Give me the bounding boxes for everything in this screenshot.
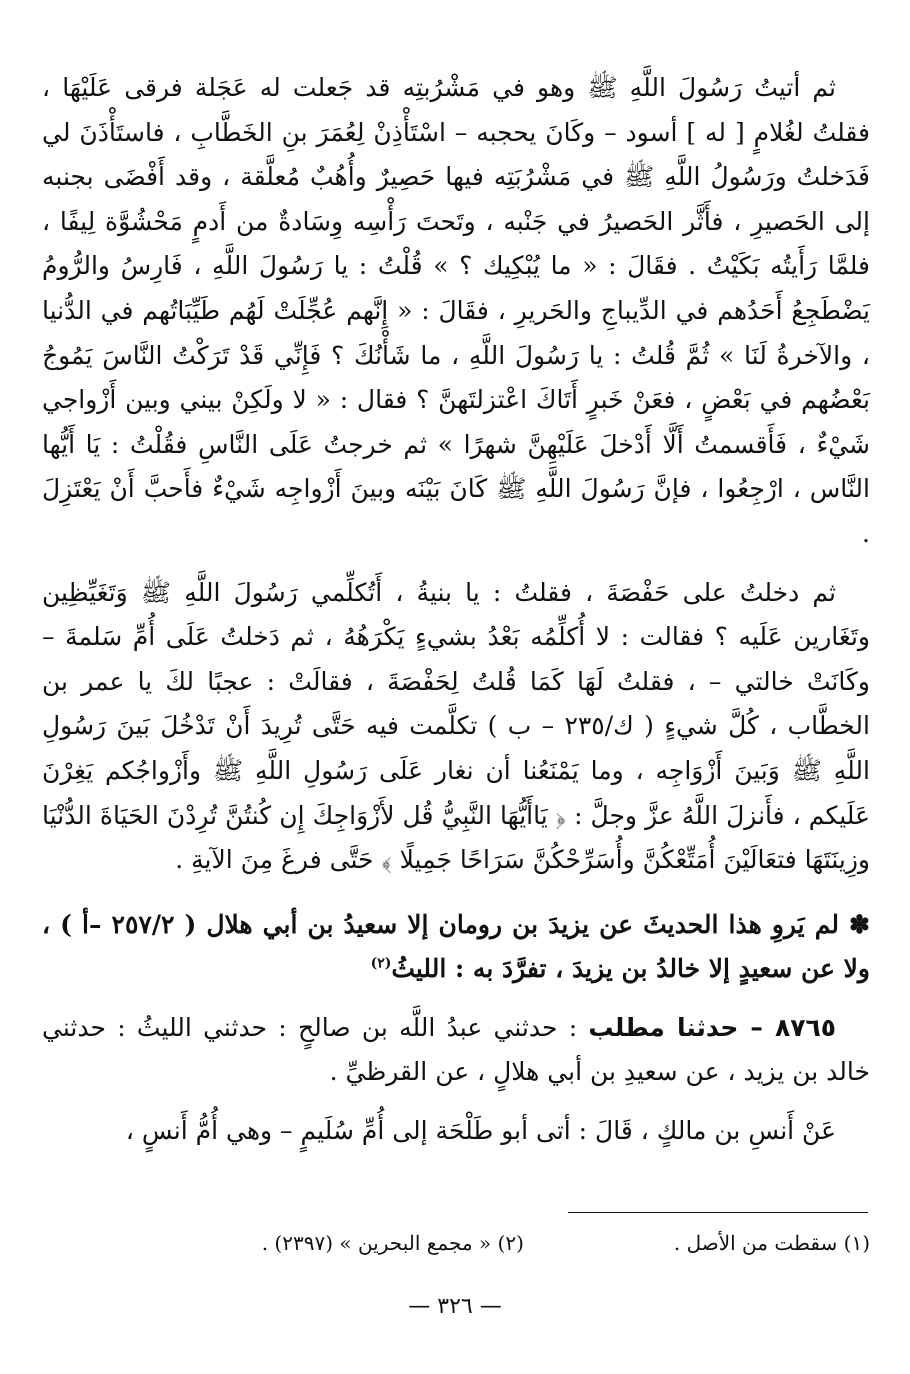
paragraph-gap bbox=[42, 992, 870, 1006]
footnotes-area bbox=[42, 1226, 870, 1260]
paragraph-gap bbox=[42, 557, 870, 571]
hadith-text-paragraph-3: عَنْ أَنسِ بن مالكٍ ، قَالَ : أتى أبو طَلْحَة إلى أُمِّ سُلَيمٍ – وهي أُمُّ أَنسٍ ، bbox=[125, 1116, 836, 1146]
footnote-2: (٢) « مجمع البحرين » (٢٣٩٧) . bbox=[261, 1231, 524, 1255]
hadith-text-paragraph-2: ثم دخلتُ على حَفْصَةَ ، فقلتُ : يا بنيةُ ، أَتُكلِّمي رَسُولَ اللَّهِ ﷺ وَتَغَيِّظِين وتَغَارين عَلَيه ؟ فقالت : لا أُكلِّمُه بَعْدُ بشيءٍ يَكْرَهُهُ ، ثم دَخلتُ عَلَى أُمِّ سَلمةَ – وكَانَتْ خالتي – ، فقلتُ لَهَا كَمَا قُلتُ لِحَفْصَةَ ، فقالَتْ : عجبًا لكَ يا عمر بن الخطَّاب ، كُلَّ شيءٍ ( ك/٢٣٥ – ب ) تكلَّمت فيه حَتَّى تُرِيدَ أَنْ تَدْخُلَ بَينَ رَسُولِ اللَّهِ ﷺ وَبَينَ أَزْوَاجِه ، وما يَمْنَعُنا أن نغار عَلَى رَسُولِ اللَّهِ ﷺ وأَزْواجُكم يَغِرْنَ عَلَيكم ، فأَنزلَ اللَّهُ عزَّ وجلَّ : ﴿ يَاأَيُّهَا النَّبِيُّ قُل لأَزْوَاجِكَ إِن كُنتُنَّ تُرِدْنَ الحَيَاةَ الدُّنْيَا وزِينَتَهَا فتعَالَيْنَ أُمَتِّعْكُنَّ وأُسَرِّحْكُنَّ سَرَاحًا جَمِيلًا ﴾ حَتَّى فرغَ مِنَ الآيةِ . bbox=[42, 577, 870, 875]
isnad-text: : حدثني عبدُ اللَّه بن صالحٍ : حدثني الليثُ : حدثني خالد بن يزيد ، عن سعيدِ بن أبي هلالٍ ، عن القرظيِّ . bbox=[42, 1012, 870, 1087]
isnad-paragraph bbox=[42, 1006, 870, 1095]
footnote-1: (١) سقطت من الأصل . bbox=[673, 1231, 870, 1255]
footnote-divider bbox=[568, 1212, 868, 1213]
document-page bbox=[42, 66, 870, 1154]
commentary-text: ✽ لم يَروِ هذا الحديثَ عن يزيدَ بن رومان إلا سعيدُ بن أبي هلال ( ٢٥٧/٢ –أ ) ، ولا عن سعيدٍ إلا خالدُ بن يزيدَ ، تفرَّدَ به : الليثُ bbox=[42, 909, 870, 984]
commentary-note bbox=[42, 903, 870, 992]
hadith-number-and-narrator: ٨٧٦٥ – حدثنا مطلب bbox=[588, 1012, 836, 1042]
footnote-2-reference: (٢) bbox=[370, 955, 392, 972]
paragraph-gap bbox=[42, 883, 870, 903]
paragraph-gap bbox=[42, 1095, 870, 1109]
hadith-text-paragraph-1: ثم أتيتُ رَسُولَ اللَّهِ ﷺ وهو في مَشْرُبتِه قد جَعلت له عَجَلة فرقى عَلَيْهَا ، فقلتُ لغُلامٍ [ له ] أسود – وكَانَ يحجبه – اسْتَأْذِنْ لِعُمَرَ بنِ الخَطَّابِ ، فاستَأْذَنَ لي فَدَخلتُ ورَسُولُ اللَّهِ ﷺ في مَشْرُبَتِه فيها حَصِيرٌ وأُهُبٌ مُعلَّقة ، وقد أَفْضَى بجنبه إلى الحَصيرِ ، فأَثَّر الحَصيرُ في جَنْبه ، وتَحتَ رَأْسِه وِسَادةٌ من أَدمٍ مَحْشُوَّة لِيفًا ، فلمَّا رَأَيتُه بَكَيْتُ . فقَالَ : « ما يُبْكِيك ؟ » قُلْتُ : يا رَسُولَ اللَّهِ ، فَارِسُ والرُّومُ يَضْطَجِعُ أَحَدُهم في الدِّيباجِ والحَريرِ ، فقَالَ : « إِنَّهم عُجِّلَتْ لَهُم طَيِّبَاتُهم في الدُّنيا ، والآخرةُ لَنَا » ثُمَّ قُلتُ : يا رَسُولَ اللَّهِ ، ما شَأْنُكَ ؟ فَإِنِّي قَدْ تَرَكْتُ النَّاسَ يَمُوجُ بَعْضُهم في بَعْضٍ ، فعَنْ خَبرٍ أَتَاكَ اعْتزلتَهنَّ ؟ فقال : « لا ولَكِنْ بيني وبين أَزْواجي شَيْءٌ ، فَأَقسمتُ أَلَّا أَدْخلَ عَلَيْهِنَّ شهرًا » ثم خرجتُ عَلَى النَّاسِ فقُلْتُ : يَا أَيُّها النَّاس ، ارْجِعُوا ، فإنَّ رَسُولَ اللَّهِ ﷺ كَانَ بَيْنَه وبينَ أَزْواجِه شَيْءٌ فأَحبَّ أَنْ يَعْتَزِلَ . bbox=[42, 73, 870, 548]
page-number: — ٣٢٦ — bbox=[408, 1294, 502, 1319]
